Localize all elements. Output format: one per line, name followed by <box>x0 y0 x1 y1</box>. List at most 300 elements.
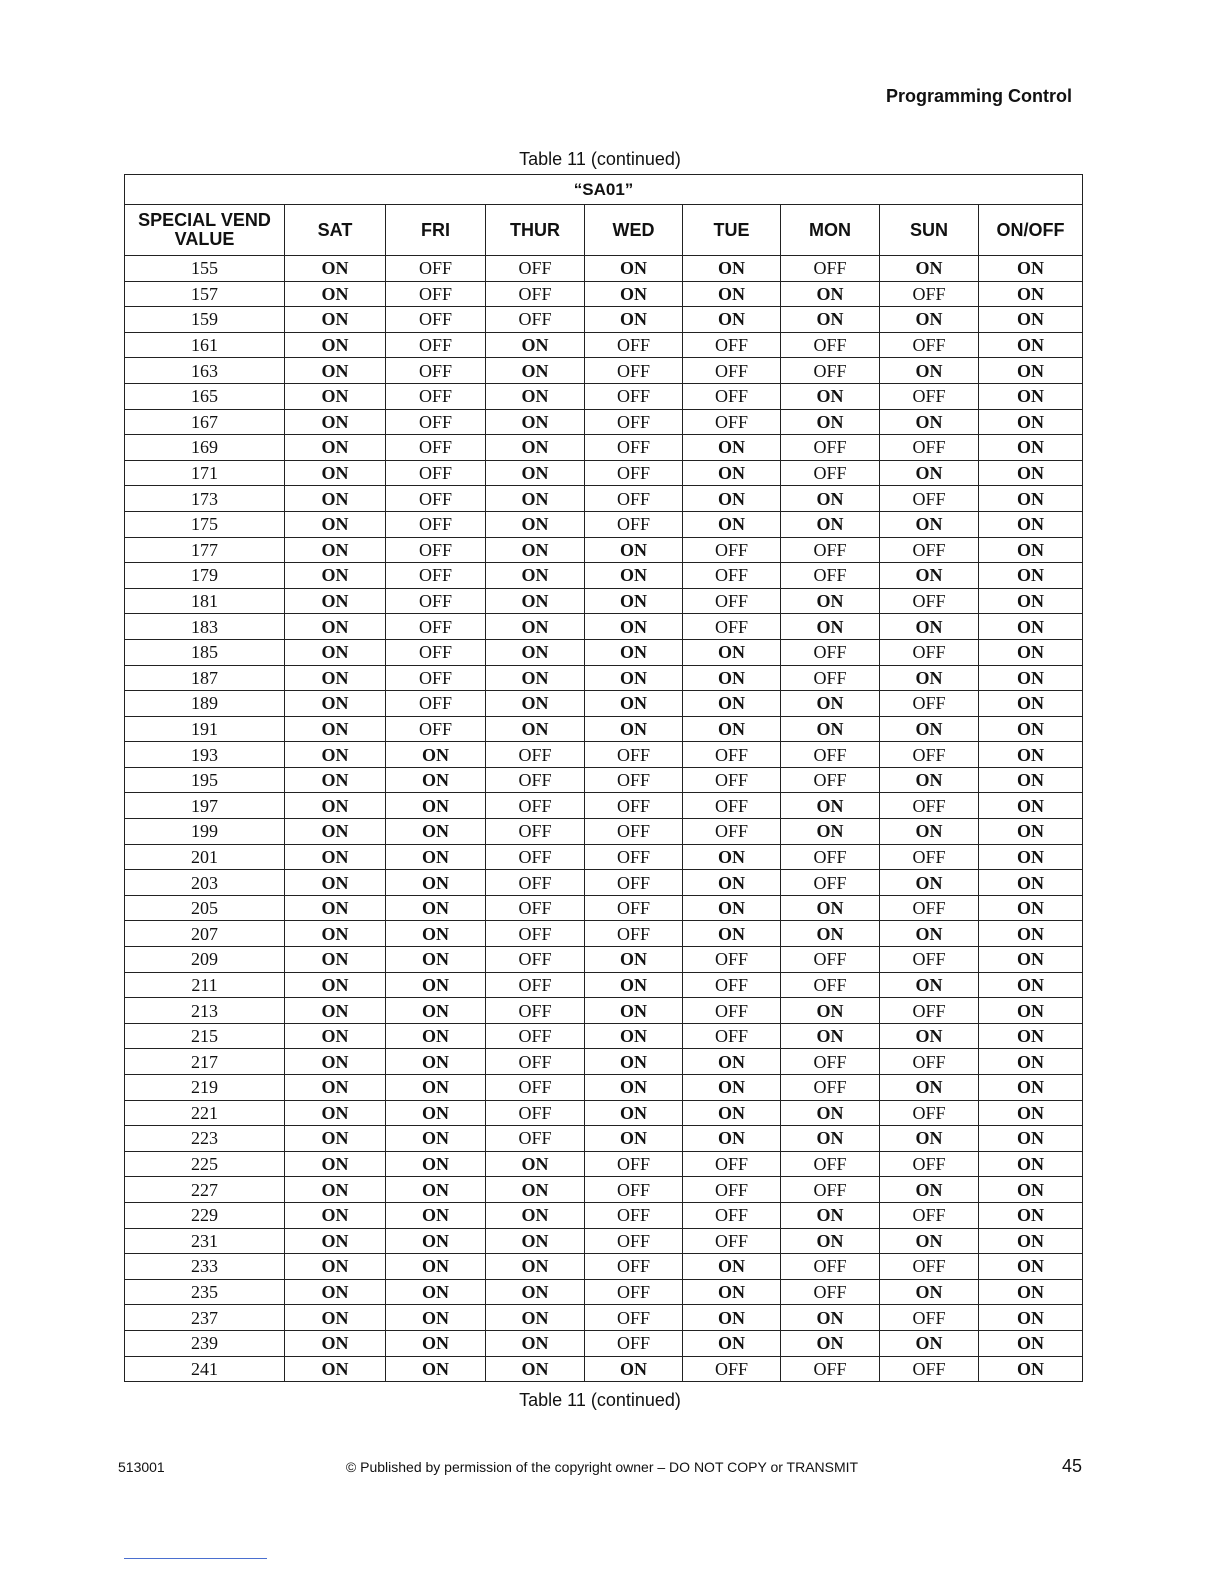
day-setting-cell: OFF <box>585 1279 683 1305</box>
day-setting-cell: OFF <box>880 1049 979 1075</box>
day-setting-cell: ON <box>979 998 1083 1024</box>
day-setting-cell: OFF <box>880 1202 979 1228</box>
day-setting-cell: OFF <box>683 358 781 384</box>
day-setting-cell: OFF <box>486 1075 585 1101</box>
day-setting-cell: ON <box>285 972 386 998</box>
day-setting-cell: ON <box>285 1202 386 1228</box>
day-setting-cell: OFF <box>683 383 781 409</box>
day-setting-cell: OFF <box>880 1305 979 1331</box>
day-setting-cell: ON <box>285 1126 386 1152</box>
table-row <box>125 1049 1083 1075</box>
day-setting-cell: ON <box>979 1305 1083 1331</box>
day-setting-cell: OFF <box>781 1177 880 1203</box>
day-setting-cell: OFF <box>486 895 585 921</box>
day-setting-cell: ON <box>880 1228 979 1254</box>
special-vend-value-cell: 231 <box>125 1228 285 1254</box>
day-setting-cell: OFF <box>880 486 979 512</box>
day-setting-cell: ON <box>880 1126 979 1152</box>
day-setting-cell: ON <box>386 947 486 973</box>
day-setting-cell: ON <box>585 1126 683 1152</box>
day-setting-cell: OFF <box>486 972 585 998</box>
day-setting-cell: OFF <box>781 435 880 461</box>
column-header-sun: SUN <box>880 205 979 256</box>
day-setting-cell: OFF <box>880 1100 979 1126</box>
day-setting-cell: OFF <box>486 1049 585 1075</box>
special-vend-value-cell: 155 <box>125 256 285 282</box>
special-vend-value-cell: 203 <box>125 870 285 896</box>
day-setting-cell: ON <box>486 665 585 691</box>
day-setting-cell: ON <box>683 1305 781 1331</box>
day-setting-cell: ON <box>979 716 1083 742</box>
day-setting-cell: ON <box>979 844 1083 870</box>
special-vend-value-cell: 197 <box>125 793 285 819</box>
day-setting-cell: ON <box>285 1356 386 1382</box>
day-setting-cell: OFF <box>585 793 683 819</box>
day-setting-cell: ON <box>683 281 781 307</box>
day-setting-cell: ON <box>781 1305 880 1331</box>
day-setting-cell: OFF <box>880 844 979 870</box>
day-setting-cell: OFF <box>880 998 979 1024</box>
special-vend-value-cell: 215 <box>125 1023 285 1049</box>
day-setting-cell: ON <box>285 563 386 589</box>
page-number: 45 <box>1061 1456 1082 1476</box>
day-setting-cell: ON <box>386 972 486 998</box>
day-setting-cell: ON <box>781 1100 880 1126</box>
table-row <box>125 947 1083 973</box>
day-setting-cell: OFF <box>781 358 880 384</box>
day-setting-cell: ON <box>285 332 386 358</box>
day-setting-cell: ON <box>285 1330 386 1356</box>
day-setting-cell: ON <box>979 691 1083 717</box>
day-setting-cell: ON <box>880 767 979 793</box>
day-setting-cell: ON <box>979 358 1083 384</box>
day-setting-cell: OFF <box>781 1279 880 1305</box>
day-setting-cell: ON <box>585 947 683 973</box>
special-vend-value-cell: 227 <box>125 1177 285 1203</box>
day-setting-cell: OFF <box>486 819 585 845</box>
special-vend-value-cell: 209 <box>125 947 285 973</box>
column-headers <box>125 205 1083 256</box>
special-vend-value-cell: 241 <box>125 1356 285 1382</box>
day-setting-cell: ON <box>979 947 1083 973</box>
day-setting-cell: OFF <box>781 460 880 486</box>
day-setting-cell: ON <box>386 1151 486 1177</box>
day-setting-cell: ON <box>979 256 1083 282</box>
table-row <box>125 409 1083 435</box>
day-setting-cell: ON <box>585 1356 683 1382</box>
table-row <box>125 1177 1083 1203</box>
day-setting-cell: OFF <box>880 281 979 307</box>
day-setting-cell: ON <box>979 1228 1083 1254</box>
day-setting-cell: ON <box>880 819 979 845</box>
day-setting-cell: OFF <box>486 256 585 282</box>
day-setting-cell: ON <box>285 588 386 614</box>
day-setting-cell: ON <box>979 383 1083 409</box>
special-vend-value-cell: 169 <box>125 435 285 461</box>
special-vend-table <box>124 174 1083 1382</box>
table-row <box>125 435 1083 461</box>
special-vend-value-cell: 181 <box>125 588 285 614</box>
special-vend-value-cell: 207 <box>125 921 285 947</box>
day-setting-cell: OFF <box>585 332 683 358</box>
day-setting-cell: ON <box>486 460 585 486</box>
day-setting-cell: ON <box>386 1100 486 1126</box>
day-setting-cell: OFF <box>880 1151 979 1177</box>
day-setting-cell: ON <box>486 1279 585 1305</box>
document-number: 513001 <box>118 1459 165 1475</box>
day-setting-cell: OFF <box>486 1126 585 1152</box>
special-vend-value-cell: 237 <box>125 1305 285 1331</box>
day-setting-cell: OFF <box>683 767 781 793</box>
day-setting-cell: ON <box>979 281 1083 307</box>
day-setting-cell: OFF <box>781 332 880 358</box>
day-setting-cell: ON <box>486 486 585 512</box>
day-setting-cell: ON <box>880 716 979 742</box>
table-row <box>125 486 1083 512</box>
day-setting-cell: OFF <box>386 639 486 665</box>
day-setting-cell: ON <box>386 1075 486 1101</box>
day-setting-cell: OFF <box>486 870 585 896</box>
day-setting-cell: ON <box>285 793 386 819</box>
special-vend-value-cell: 233 <box>125 1254 285 1280</box>
day-setting-cell: OFF <box>683 1023 781 1049</box>
table-row <box>125 1254 1083 1280</box>
day-setting-cell: OFF <box>486 281 585 307</box>
day-setting-cell: ON <box>386 1305 486 1331</box>
special-vend-value-cell: 185 <box>125 639 285 665</box>
day-setting-cell: ON <box>979 870 1083 896</box>
day-setting-cell: OFF <box>585 409 683 435</box>
day-setting-cell: OFF <box>585 819 683 845</box>
day-setting-cell: OFF <box>486 767 585 793</box>
day-setting-cell: OFF <box>486 998 585 1024</box>
day-setting-cell: ON <box>486 1356 585 1382</box>
day-setting-cell: OFF <box>683 1177 781 1203</box>
day-setting-cell: ON <box>781 1023 880 1049</box>
day-setting-cell: OFF <box>585 767 683 793</box>
day-setting-cell: OFF <box>386 665 486 691</box>
day-setting-cell: OFF <box>386 358 486 384</box>
day-setting-cell: ON <box>386 793 486 819</box>
day-setting-cell: ON <box>486 716 585 742</box>
day-setting-cell: ON <box>880 1075 979 1101</box>
day-setting-cell: OFF <box>585 844 683 870</box>
day-setting-cell: ON <box>585 972 683 998</box>
special-vend-value-cell: 191 <box>125 716 285 742</box>
day-setting-cell: ON <box>585 1100 683 1126</box>
day-setting-cell: OFF <box>781 1049 880 1075</box>
column-header-thur: THUR <box>486 205 585 256</box>
day-setting-cell: ON <box>683 1279 781 1305</box>
table-row <box>125 665 1083 691</box>
day-setting-cell: OFF <box>486 307 585 333</box>
day-setting-cell: OFF <box>585 870 683 896</box>
day-setting-cell: ON <box>979 486 1083 512</box>
special-vend-value-cell: 179 <box>125 563 285 589</box>
day-setting-cell: ON <box>486 383 585 409</box>
day-setting-cell: ON <box>781 614 880 640</box>
table-row <box>125 1126 1083 1152</box>
day-setting-cell: OFF <box>683 742 781 768</box>
day-setting-cell: ON <box>285 1100 386 1126</box>
day-setting-cell: ON <box>683 691 781 717</box>
day-setting-cell: OFF <box>585 1228 683 1254</box>
day-setting-cell: ON <box>585 1049 683 1075</box>
day-setting-cell: OFF <box>683 409 781 435</box>
day-setting-cell: ON <box>683 844 781 870</box>
day-setting-cell: ON <box>285 614 386 640</box>
day-setting-cell: ON <box>979 409 1083 435</box>
day-setting-cell: ON <box>486 332 585 358</box>
table-row <box>125 358 1083 384</box>
day-setting-cell: OFF <box>781 665 880 691</box>
day-setting-cell: ON <box>781 1330 880 1356</box>
day-setting-cell: OFF <box>585 921 683 947</box>
day-setting-cell: ON <box>683 921 781 947</box>
day-setting-cell: ON <box>285 1023 386 1049</box>
day-setting-cell: OFF <box>781 1356 880 1382</box>
day-setting-cell: ON <box>781 1228 880 1254</box>
day-setting-cell: OFF <box>781 767 880 793</box>
day-setting-cell: OFF <box>683 1202 781 1228</box>
day-setting-cell: ON <box>880 1279 979 1305</box>
special-vend-value-cell: 173 <box>125 486 285 512</box>
day-setting-cell: ON <box>979 819 1083 845</box>
day-setting-cell: OFF <box>880 588 979 614</box>
day-setting-cell: ON <box>683 511 781 537</box>
day-setting-cell: ON <box>285 435 386 461</box>
day-setting-cell: OFF <box>683 614 781 640</box>
day-setting-cell: ON <box>486 639 585 665</box>
day-setting-cell: ON <box>781 307 880 333</box>
column-header-mon: MON <box>781 205 880 256</box>
day-setting-cell: ON <box>781 1126 880 1152</box>
table-caption-bottom: Table 11 (continued) <box>519 1390 681 1410</box>
day-setting-cell: ON <box>683 307 781 333</box>
table-row <box>125 998 1083 1024</box>
day-setting-cell: ON <box>979 1177 1083 1203</box>
day-setting-cell: ON <box>781 895 880 921</box>
day-setting-cell: OFF <box>880 793 979 819</box>
day-setting-cell: ON <box>683 1049 781 1075</box>
day-setting-cell: ON <box>285 639 386 665</box>
day-setting-cell: ON <box>880 307 979 333</box>
day-setting-cell: OFF <box>880 947 979 973</box>
special-vend-value-cell: 157 <box>125 281 285 307</box>
day-setting-cell: ON <box>683 1126 781 1152</box>
day-setting-cell: ON <box>285 1049 386 1075</box>
day-setting-cell: ON <box>386 1254 486 1280</box>
day-setting-cell: OFF <box>683 947 781 973</box>
day-setting-cell: ON <box>285 256 386 282</box>
day-setting-cell: ON <box>285 511 386 537</box>
column-header-wed: WED <box>585 205 683 256</box>
day-setting-cell: ON <box>386 1177 486 1203</box>
day-setting-cell: ON <box>683 870 781 896</box>
table-row <box>125 767 1083 793</box>
day-setting-cell: ON <box>880 460 979 486</box>
day-setting-cell: ON <box>386 1279 486 1305</box>
day-setting-cell: OFF <box>781 537 880 563</box>
special-vend-value-cell: 211 <box>125 972 285 998</box>
day-setting-cell: OFF <box>781 1151 880 1177</box>
table-row <box>125 563 1083 589</box>
day-setting-cell: ON <box>486 1330 585 1356</box>
day-setting-cell: ON <box>285 1151 386 1177</box>
day-setting-cell: ON <box>386 1126 486 1152</box>
day-setting-cell: ON <box>683 1330 781 1356</box>
column-header-sat: SAT <box>285 205 386 256</box>
day-setting-cell: ON <box>979 332 1083 358</box>
day-setting-cell: ON <box>781 486 880 512</box>
special-vend-value-cell: 159 <box>125 307 285 333</box>
day-setting-cell: OFF <box>585 895 683 921</box>
special-vend-value-cell: 187 <box>125 665 285 691</box>
table-caption-top: Table 11 (continued) <box>519 149 681 169</box>
day-setting-cell: OFF <box>880 383 979 409</box>
day-setting-cell: ON <box>285 895 386 921</box>
day-setting-cell: ON <box>979 639 1083 665</box>
day-setting-cell: ON <box>285 1075 386 1101</box>
day-setting-cell: ON <box>979 460 1083 486</box>
day-setting-cell: ON <box>285 1279 386 1305</box>
day-setting-cell: ON <box>979 1075 1083 1101</box>
day-setting-cell: ON <box>285 870 386 896</box>
day-setting-cell: OFF <box>781 1075 880 1101</box>
table-row <box>125 307 1083 333</box>
day-setting-cell: ON <box>285 460 386 486</box>
special-vend-value-cell: 177 <box>125 537 285 563</box>
special-vend-value-cell: 171 <box>125 460 285 486</box>
day-setting-cell: ON <box>979 511 1083 537</box>
day-setting-cell: OFF <box>386 383 486 409</box>
day-setting-cell: ON <box>880 614 979 640</box>
day-setting-cell: OFF <box>585 435 683 461</box>
day-setting-cell: ON <box>585 1023 683 1049</box>
day-setting-cell: ON <box>979 1279 1083 1305</box>
day-setting-cell: ON <box>979 1356 1083 1382</box>
day-setting-cell: ON <box>585 1075 683 1101</box>
special-vend-value-cell: 213 <box>125 998 285 1024</box>
special-vend-value-cell: 199 <box>125 819 285 845</box>
table-row <box>125 281 1083 307</box>
table-row <box>125 972 1083 998</box>
day-setting-cell: ON <box>486 563 585 589</box>
day-setting-cell: ON <box>781 793 880 819</box>
section-title: Programming Control <box>885 86 1072 106</box>
day-setting-cell: ON <box>285 716 386 742</box>
day-setting-cell: ON <box>880 1177 979 1203</box>
day-setting-cell: OFF <box>386 716 486 742</box>
special-vend-value-cell: 217 <box>125 1049 285 1075</box>
day-setting-cell: OFF <box>386 256 486 282</box>
day-setting-cell: OFF <box>386 460 486 486</box>
day-setting-cell: ON <box>979 1151 1083 1177</box>
day-setting-cell: ON <box>979 1023 1083 1049</box>
table-row <box>125 921 1083 947</box>
day-setting-cell: OFF <box>683 793 781 819</box>
special-vend-value-cell: 219 <box>125 1075 285 1101</box>
special-vend-value-cell: 229 <box>125 1202 285 1228</box>
day-setting-cell: OFF <box>386 409 486 435</box>
day-setting-cell: OFF <box>880 537 979 563</box>
day-setting-cell: OFF <box>486 947 585 973</box>
day-setting-cell: OFF <box>386 614 486 640</box>
table-row <box>125 691 1083 717</box>
day-setting-cell: ON <box>979 614 1083 640</box>
special-vend-value-cell: 205 <box>125 895 285 921</box>
table-row <box>125 793 1083 819</box>
day-setting-cell: ON <box>880 358 979 384</box>
day-setting-cell: ON <box>486 1177 585 1203</box>
day-setting-cell: ON <box>285 358 386 384</box>
day-setting-cell: OFF <box>683 563 781 589</box>
day-setting-cell: ON <box>979 793 1083 819</box>
column-header-on-off: ON/OFF <box>979 205 1083 256</box>
day-setting-cell: ON <box>386 1228 486 1254</box>
day-setting-cell: ON <box>285 665 386 691</box>
day-setting-cell: ON <box>880 665 979 691</box>
day-setting-cell: ON <box>880 1023 979 1049</box>
table-row <box>125 256 1083 282</box>
day-setting-cell: ON <box>386 870 486 896</box>
special-vend-value-cell: 223 <box>125 1126 285 1152</box>
day-setting-cell: OFF <box>585 358 683 384</box>
day-setting-cell: OFF <box>585 383 683 409</box>
day-setting-cell: OFF <box>683 1228 781 1254</box>
special-vend-value-cell: 195 <box>125 767 285 793</box>
day-setting-cell: ON <box>285 537 386 563</box>
day-setting-cell: ON <box>285 947 386 973</box>
day-setting-cell: OFF <box>585 1151 683 1177</box>
day-setting-cell: ON <box>285 767 386 793</box>
copyright-notice: © Published by permission of the copyright owner – DO NOT COPY or TRANSMIT <box>345 1459 859 1475</box>
day-setting-cell: ON <box>979 972 1083 998</box>
day-setting-cell: ON <box>979 742 1083 768</box>
table-row <box>125 716 1083 742</box>
day-setting-cell: OFF <box>880 742 979 768</box>
day-setting-cell: ON <box>486 435 585 461</box>
day-setting-cell: OFF <box>683 1151 781 1177</box>
column-header-fri: FRI <box>386 205 486 256</box>
day-setting-cell: ON <box>486 537 585 563</box>
day-setting-cell: OFF <box>386 588 486 614</box>
day-setting-cell: OFF <box>880 691 979 717</box>
day-setting-cell: OFF <box>585 511 683 537</box>
day-setting-cell: ON <box>486 1228 585 1254</box>
table-row <box>125 332 1083 358</box>
special-vend-value-cell: 165 <box>125 383 285 409</box>
day-setting-cell: OFF <box>880 1356 979 1382</box>
day-setting-cell: ON <box>285 921 386 947</box>
day-setting-cell: OFF <box>781 639 880 665</box>
special-vend-value-cell: 175 <box>125 511 285 537</box>
day-setting-cell: ON <box>979 588 1083 614</box>
day-setting-cell: ON <box>486 511 585 537</box>
day-setting-cell: OFF <box>585 1305 683 1331</box>
day-setting-cell: ON <box>386 921 486 947</box>
day-setting-cell: ON <box>683 435 781 461</box>
day-setting-cell: OFF <box>781 742 880 768</box>
day-setting-cell: ON <box>979 921 1083 947</box>
day-setting-cell: OFF <box>683 1356 781 1382</box>
day-setting-cell: ON <box>880 511 979 537</box>
day-setting-cell: ON <box>285 742 386 768</box>
day-setting-cell: OFF <box>386 307 486 333</box>
day-setting-cell: ON <box>285 281 386 307</box>
day-setting-cell: OFF <box>386 537 486 563</box>
day-setting-cell: ON <box>781 691 880 717</box>
